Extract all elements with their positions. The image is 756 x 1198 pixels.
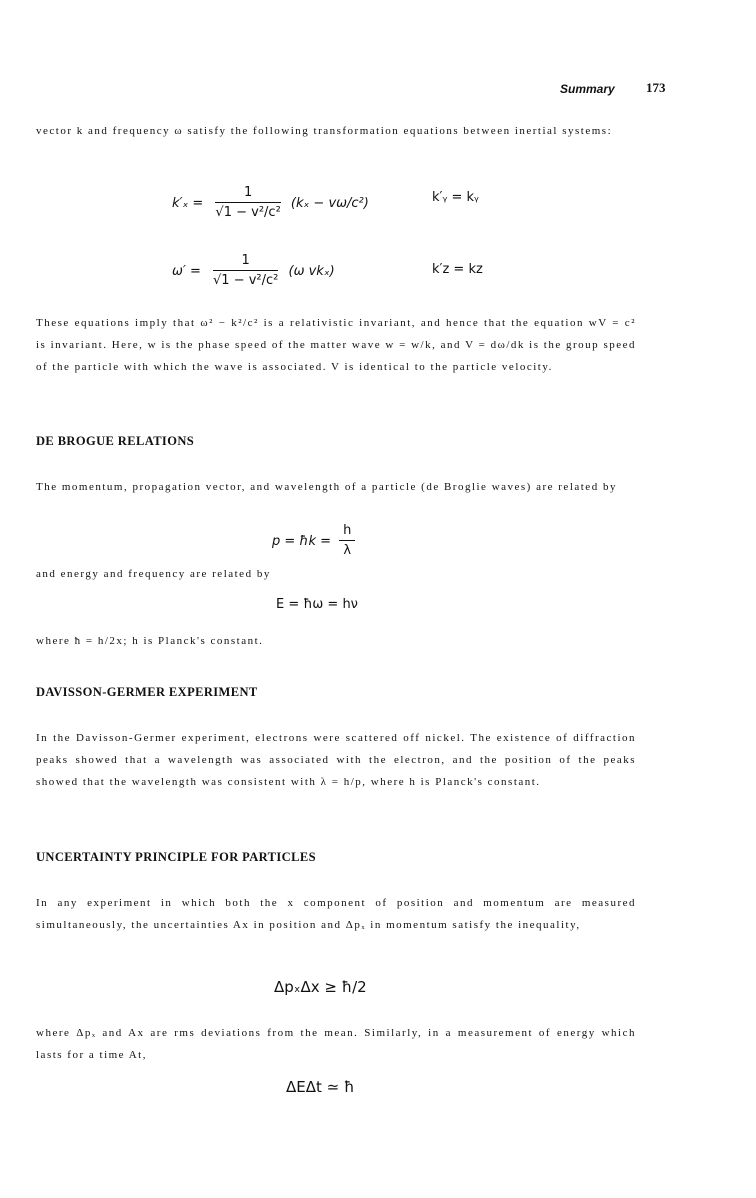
- eq1-lhs: k′ₓ =: [172, 196, 204, 211]
- uncertainty-heading: UNCERTAINTY PRINCIPLE FOR PARTICLES: [36, 850, 316, 864]
- lorentz-explanation-paragraph: These equations imply that ω² − k²/c² is a relativistic invariant, and hence that the equation wV = c² is invariant. Here, w is the phase speed of the matter wave w = w/k, and V = dω/dk is the group speed of the particle with which the wave is associated. V is identical to the particle velocity.: [36, 317, 636, 373]
- eq1-rhs: (kₓ − vω/c²): [290, 196, 369, 211]
- momentum-fraction: [339, 522, 355, 561]
- running-header-title: Summary: [560, 82, 615, 96]
- debroglie-equation-energy: E = ħω = hν: [276, 597, 358, 612]
- eq2-rhs: (ω vkₓ): [288, 264, 335, 279]
- uncertainty-paragraph-1: In any experiment in which both the x component of position and momentum are measured simultaneously, the uncertainties Ax in position and Δpₓ in momentum satisfy the inequality,: [36, 897, 636, 931]
- uncertainty-equation-energy: ΔEΔt ≃ ħ: [286, 1078, 355, 1096]
- eq2-side-relation: k′z = kz: [432, 262, 483, 277]
- eq1-denominator: √1 − v²/c²: [215, 205, 281, 220]
- eq1-numerator: 1: [215, 184, 280, 203]
- momentum-expr: p = ħk =: [272, 534, 331, 549]
- lorentz-equation-k: [172, 184, 369, 223]
- lorentz-equation-omega: [172, 252, 335, 291]
- eq2-fraction: [213, 252, 278, 291]
- davisson-paragraph: In the Davisson-Germer experiment, electrons were scattered off nickel. The existence of diffraction peaks showed that a wavelength was associated with the electron, and the position of the peaks showed that the wavelength was consistent with λ = h/p, where h is Planck's constant.: [36, 732, 636, 788]
- eq2-denominator: √1 − v²/c²: [213, 273, 279, 288]
- debroglie-paragraph-2: and energy and frequency are related by: [36, 568, 271, 580]
- eq1-fraction: [215, 184, 280, 223]
- eq2-numerator: 1: [213, 252, 278, 271]
- page-number: 173: [646, 80, 666, 95]
- eq1-side-relation: k′ᵧ = kᵧ: [432, 190, 479, 205]
- uncertainty-equation-position: ΔpₓΔx ≥ ħ/2: [274, 978, 367, 996]
- intro-paragraph: vector k and frequency ω satisfy the following transformation equations between inertial systems:: [36, 125, 613, 137]
- debroglie-heading: DE BROGUE RELATIONS: [36, 434, 195, 448]
- momentum-denominator: λ: [343, 543, 352, 558]
- debroglie-paragraph-3: where ħ = h/2x; h is Planck's constant.: [36, 635, 264, 647]
- eq2-lhs: ω′ =: [172, 264, 201, 279]
- uncertainty-paragraph-2: where Δpₓ and Ax are rms deviations from the mean. Similarly, in a measurement of energy which lasts for a time At,: [36, 1027, 636, 1061]
- debroglie-paragraph-1: The momentum, propagation vector, and wavelength of a particle (de Broglie waves) are related by: [36, 481, 617, 493]
- davisson-heading: DAVISSON-GERMER EXPERIMENT: [36, 685, 258, 699]
- debroglie-equation-momentum: [272, 522, 355, 561]
- momentum-numerator: h: [339, 522, 355, 541]
